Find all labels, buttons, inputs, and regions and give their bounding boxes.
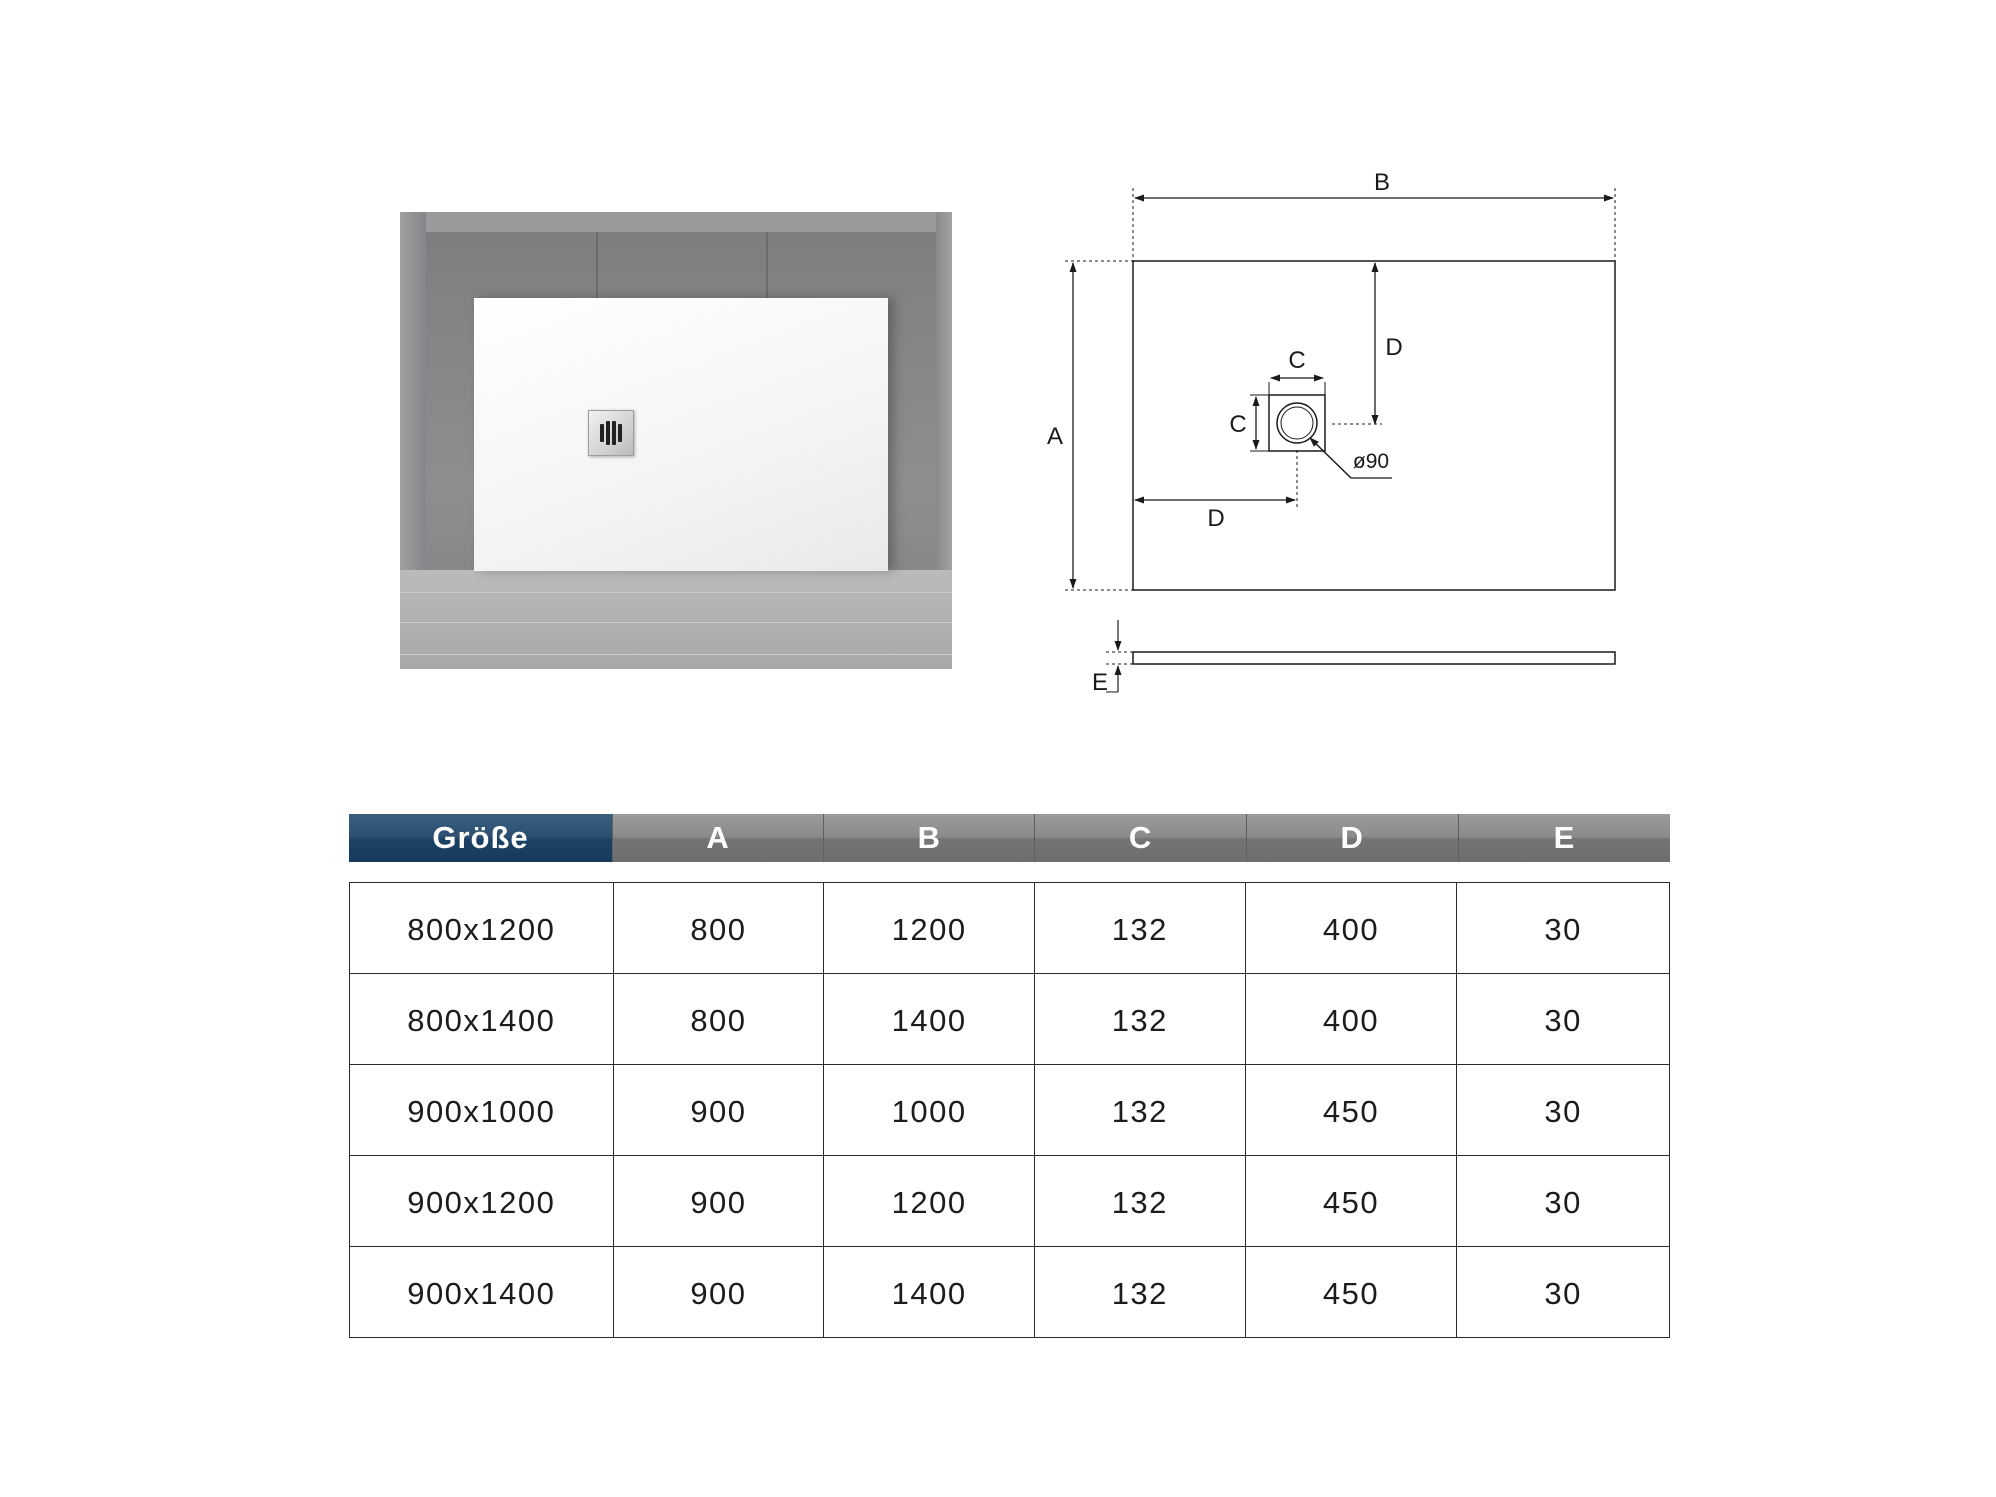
label-d-top: D [1385, 334, 1403, 361]
table-row [350, 1156, 1669, 1247]
cell-d: 400 [1246, 974, 1458, 1064]
cell-c: 132 [1035, 1065, 1246, 1155]
cell-c: 132 [1035, 1156, 1246, 1246]
label-drain-diameter: ø90 [1352, 450, 1390, 473]
cell-size: 900x1000 [350, 1065, 614, 1155]
wall-top-band [400, 212, 952, 232]
cell-c: 132 [1035, 1247, 1246, 1337]
cell-size: 800x1200 [350, 883, 614, 973]
cell-d: 450 [1246, 1247, 1458, 1337]
label-c-top: C [1288, 347, 1306, 374]
cell-e: 30 [1544, 1094, 1582, 1129]
table-row [350, 1065, 1669, 1156]
table-row [350, 1247, 1669, 1337]
shower-tray [474, 298, 888, 571]
size-table [349, 814, 1670, 1338]
cell-a: 800 [614, 883, 825, 973]
header-c: C [1035, 814, 1246, 862]
header-e: E [1459, 814, 1670, 862]
label-d-left: D [1207, 505, 1225, 532]
cell-d: 450 [1246, 1156, 1458, 1246]
label-b: B [1373, 169, 1391, 196]
header-b: B [824, 814, 1035, 862]
drain-cover-icon [588, 410, 634, 456]
cell-a: 900 [614, 1156, 825, 1246]
label-e: E [1091, 669, 1109, 696]
cell-b: 1200 [824, 1156, 1035, 1246]
dimension-a [1047, 261, 1133, 590]
drain-detail [1229, 347, 1392, 478]
wall-pillar-right [936, 212, 952, 572]
cell-b: 1400 [824, 974, 1035, 1064]
cell-d: 450 [1246, 1065, 1458, 1155]
cell-b: 1200 [824, 883, 1035, 973]
dimension-d-vertical [1332, 263, 1403, 424]
dimension-b [1133, 169, 1615, 261]
shower-tray-photo [400, 212, 952, 669]
cell-e: 30 [1544, 1003, 1582, 1038]
cell-b: 1000 [824, 1065, 1035, 1155]
cell-e: 30 [1544, 912, 1582, 947]
cell-size: 900x1200 [350, 1156, 614, 1246]
technical-drawing [1020, 160, 1680, 720]
header-a: A [613, 814, 824, 862]
cell-c: 132 [1035, 974, 1246, 1064]
label-a: A [1046, 423, 1064, 450]
cell-a: 900 [614, 1065, 825, 1155]
table-header [349, 814, 1670, 862]
cell-size: 800x1400 [350, 974, 614, 1064]
cell-size: 900x1400 [350, 1247, 614, 1337]
label-c-left: C [1229, 411, 1247, 438]
tray-side-view [1092, 620, 1615, 696]
table-row [350, 974, 1669, 1065]
tray-top-view [1133, 261, 1615, 590]
table-body [349, 882, 1670, 1338]
cell-d: 400 [1246, 883, 1458, 973]
cell-c: 132 [1035, 883, 1246, 973]
cell-a: 800 [614, 974, 825, 1064]
cell-e: 30 [1544, 1185, 1582, 1220]
header-d: D [1247, 814, 1459, 862]
cell-e: 30 [1544, 1276, 1582, 1311]
cell-b: 1400 [824, 1247, 1035, 1337]
dimension-d-horizontal [1135, 450, 1297, 532]
table-row [350, 883, 1669, 974]
floor [400, 570, 952, 669]
cell-a: 900 [614, 1247, 825, 1337]
header-size: Größe [349, 814, 613, 862]
wall-pillar-left [400, 212, 426, 572]
